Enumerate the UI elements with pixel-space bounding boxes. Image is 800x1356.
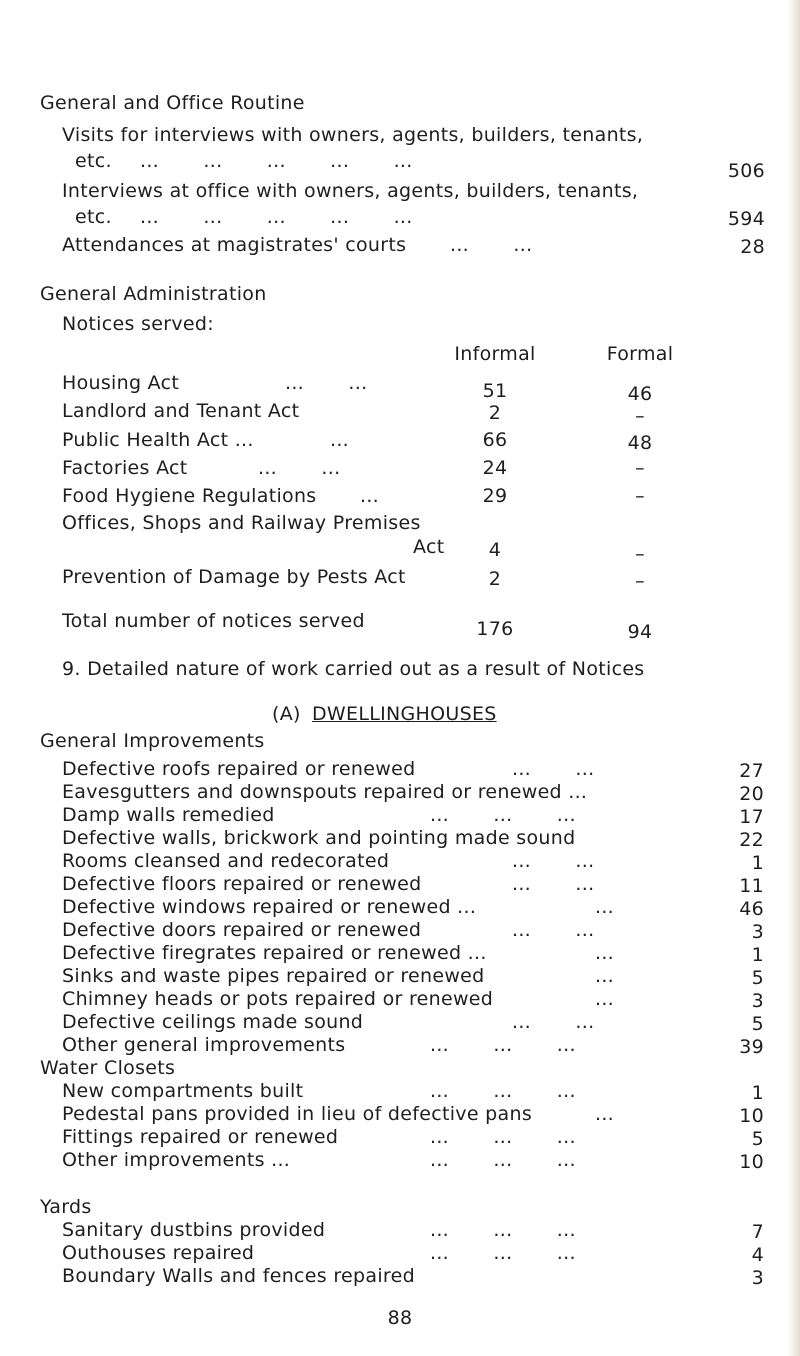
total-formal: 94 <box>627 621 653 643</box>
interviews-line1: Interviews at office with owners, agents, builders, tenants, <box>62 180 639 202</box>
notice-row-informal: 2 <box>488 402 502 424</box>
item-dots: ... ... ... <box>430 1080 576 1102</box>
item-label: Defective floors repaired or renewed <box>62 873 422 895</box>
item-value: 20 <box>739 783 764 805</box>
notice-row-label: Offices, Shops and Railway Premises <box>62 512 421 534</box>
item-value: 1 <box>751 852 764 874</box>
item-value: 5 <box>751 1013 764 1035</box>
item-value: 1 <box>751 1082 764 1104</box>
interviews-dots: ... ... ... ... ... <box>140 206 413 228</box>
general-improvements-heading: General Improvements <box>40 730 265 752</box>
total-informal: 176 <box>476 618 514 640</box>
item-label: New compartments built <box>62 1080 304 1102</box>
item-label: Defective doors repaired or renewed <box>62 919 422 941</box>
visits-line1: Visits for interviews with owners, agents, builders, tenants, <box>62 124 644 146</box>
notice-row-label: Prevention of Damage by Pests Act <box>62 566 406 588</box>
notice-row-formal: 48 <box>627 432 653 454</box>
notice-row-informal: 29 <box>482 485 508 507</box>
notice-row-dots: ... ... <box>258 457 341 479</box>
item-label: Other improvements ... <box>62 1149 291 1171</box>
page-number: 88 <box>387 1307 413 1329</box>
visits-dots: ... ... ... ... ... <box>140 150 413 172</box>
item-dots: ... <box>595 896 615 918</box>
item-value: 39 <box>739 1036 764 1058</box>
item-label: Defective roofs repaired or renewed <box>62 758 416 780</box>
page-edge-shadow <box>788 0 800 1356</box>
item-dots: ... <box>595 942 615 964</box>
item-dots: ... ... <box>512 873 595 895</box>
item-value: 7 <box>751 1221 764 1243</box>
interviews-line2: etc. <box>75 206 112 228</box>
item-dots: ... ... ... <box>430 804 576 826</box>
visits-line2: etc. <box>75 150 112 172</box>
item-label: Other general improvements <box>62 1034 346 1056</box>
notice-row-informal: 51 <box>482 380 508 402</box>
item-label: Damp walls remedied <box>62 804 275 826</box>
item-value: 17 <box>739 806 764 828</box>
notice-row-label: Factories Act <box>62 457 188 479</box>
courts-dots: ... ... <box>450 234 533 256</box>
item-dots: ... ... <box>512 758 595 780</box>
interviews-value: 594 <box>727 208 765 230</box>
item-dots: ... <box>595 988 615 1010</box>
item-value: 5 <box>751 967 764 989</box>
item-value: 4 <box>751 1244 764 1266</box>
notice-row-dots: ... <box>360 485 380 507</box>
item-label: Defective windows repaired or renewed ... <box>62 896 477 918</box>
routine-heading: General and Office Routine <box>40 92 305 114</box>
notice-row-label-cont: Act <box>413 536 445 558</box>
notice-row-dots: ... ... <box>285 372 368 394</box>
notice-row-formal: – <box>635 405 645 427</box>
notice-row-informal: 2 <box>488 568 502 590</box>
col-informal-header: Informal <box>454 343 536 365</box>
item-dots: ... ... ... <box>430 1126 576 1148</box>
notice-row-formal: – <box>635 570 645 592</box>
item-value: 3 <box>751 1267 764 1289</box>
item-dots: ... ... ... <box>430 1242 576 1264</box>
item-label: Eavesgutters and downspouts repaired or renewed ... <box>62 781 588 803</box>
item-value: 27 <box>739 760 764 782</box>
admin-heading: General Administration <box>40 283 267 305</box>
item-label: Defective firegrates repaired or renewed ... <box>62 942 487 964</box>
item-label: Chimney heads or pots repaired or renewed <box>62 988 494 1010</box>
item-label: Pedestal pans provided in lieu of defective pans <box>62 1103 533 1125</box>
total-notices-label: Total number of notices served <box>62 610 365 632</box>
notice-row-label: Public Health Act ... <box>62 429 254 451</box>
notice-row-label: Landlord and Tenant Act <box>62 400 300 422</box>
item-value: 22 <box>739 829 764 851</box>
visits-value: 506 <box>727 160 765 182</box>
item-label: Rooms cleansed and redecorated <box>62 850 390 872</box>
item-dots: ... ... <box>512 1011 595 1033</box>
notice-row-formal: 46 <box>627 383 653 405</box>
notice-row-label: Food Hygiene Regulations <box>62 485 317 507</box>
item-dots: ... ... ... <box>430 1034 576 1056</box>
item-value: 11 <box>739 875 764 897</box>
section9-heading: 9. Detailed nature of work carried out as a result of Notices <box>62 658 645 680</box>
item-label: Sinks and waste pipes repaired or renewed <box>62 965 485 987</box>
notice-row-label: Housing Act <box>62 372 180 394</box>
water-closets-heading: Water Closets <box>40 1057 176 1079</box>
item-label: Fittings repaired or renewed <box>62 1126 339 1148</box>
notice-row-formal: – <box>635 543 645 565</box>
notice-row-dots: ... <box>330 429 350 451</box>
courts-value: 28 <box>740 236 765 258</box>
notice-row-formal: – <box>635 485 645 507</box>
item-dots: ... <box>595 965 615 987</box>
item-label: Defective walls, brickwork and pointing made sound <box>62 827 576 849</box>
item-value: 1 <box>751 944 764 966</box>
item-value: 3 <box>751 921 764 943</box>
dwellinghouses-heading: DWELLINGHOUSES <box>312 703 497 725</box>
item-dots: ... <box>595 1103 615 1125</box>
notice-row-informal: 66 <box>482 429 508 451</box>
notices-subheading: Notices served: <box>62 313 214 335</box>
notice-row-informal: 24 <box>482 457 508 479</box>
item-value: 10 <box>739 1105 764 1127</box>
col-formal-header: Formal <box>606 343 674 365</box>
yards-heading: Yards <box>40 1196 92 1218</box>
item-value: 3 <box>751 990 764 1012</box>
notice-row-informal: 4 <box>488 539 502 561</box>
item-value: 5 <box>751 1128 764 1150</box>
item-label: Sanitary dustbins provided <box>62 1219 326 1241</box>
item-label: Outhouses repaired <box>62 1242 255 1264</box>
item-dots: ... ... ... <box>430 1149 576 1171</box>
item-label: Defective ceilings made sound <box>62 1011 364 1033</box>
item-dots: ... ... <box>512 850 595 872</box>
item-value: 10 <box>739 1151 764 1173</box>
dwellinghouses-prefix: (A) <box>272 703 301 725</box>
item-dots: ... ... ... <box>430 1219 576 1241</box>
item-dots: ... ... <box>512 919 595 941</box>
courts-label: Attendances at magistrates' courts <box>62 234 407 256</box>
notice-row-formal: – <box>635 457 645 479</box>
item-value: 46 <box>739 898 764 920</box>
item-label: Boundary Walls and fences repaired <box>62 1265 415 1287</box>
